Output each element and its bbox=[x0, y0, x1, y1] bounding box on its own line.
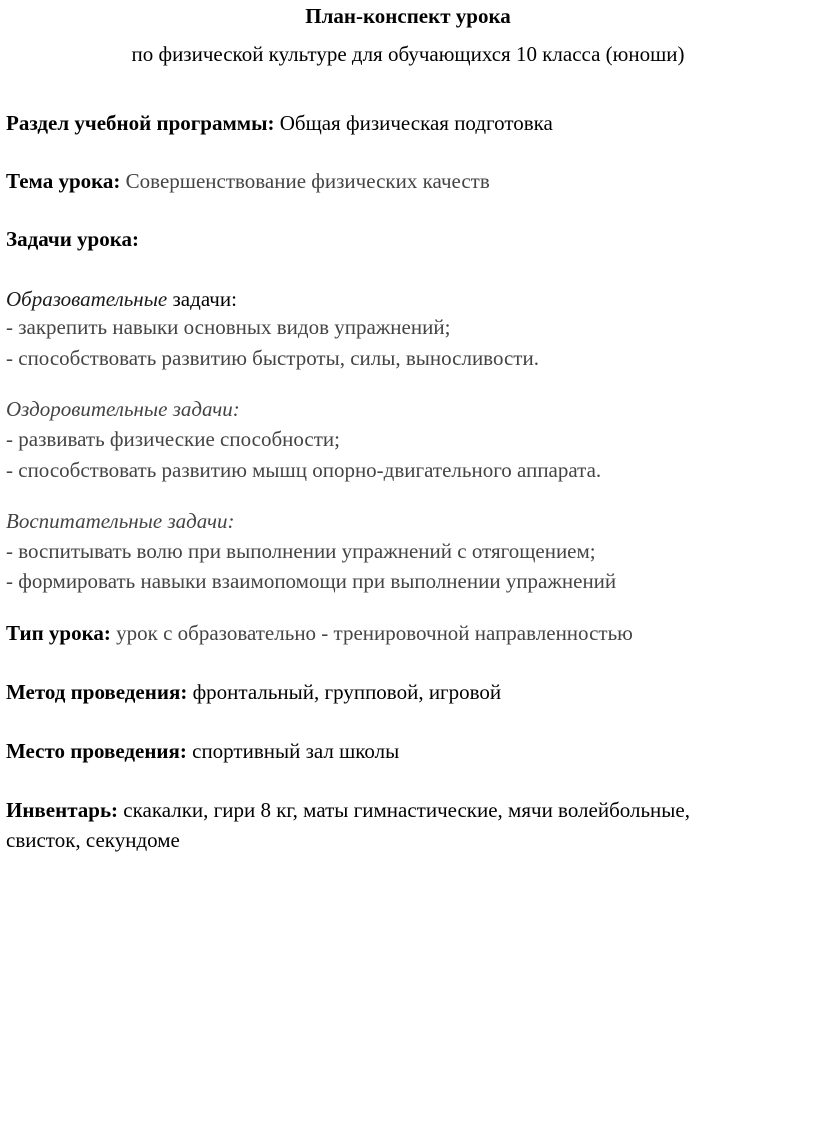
upbringing-item: - воспитывать волю при выполнении упражнений с отягощением; bbox=[6, 539, 596, 563]
topic-value: Совершенствование физических качеств bbox=[120, 169, 490, 193]
place-value: спортивный зал школы bbox=[186, 739, 400, 763]
tasks-heading: Задачи урока: bbox=[6, 227, 140, 251]
educational-item: - закрепить навыки основных видов упражнений; bbox=[6, 315, 451, 339]
educational-heading bbox=[6, 289, 237, 310]
health-heading: Оздоровительные задачи: bbox=[6, 397, 240, 421]
topic-label: Тема урока: bbox=[6, 169, 121, 193]
inventory-label: Инвентарь: bbox=[6, 798, 119, 822]
section-label: Раздел учебной программы: bbox=[6, 111, 275, 135]
page-title: План-конспект урока bbox=[305, 4, 511, 28]
topic-line bbox=[6, 171, 490, 192]
inventory-line-continued: свисток, секундоме bbox=[6, 828, 180, 852]
section-line bbox=[6, 113, 553, 134]
place-line bbox=[6, 741, 399, 762]
educational-heading-italic: Образовательные bbox=[6, 287, 168, 311]
lesson-type-line bbox=[6, 623, 633, 644]
method-value: фронтальный, групповой, игровой bbox=[187, 680, 502, 704]
educational-item: - способствовать развитию быстроты, силы, выносливости. bbox=[6, 346, 539, 370]
inventory-value: скакалки, гири 8 кг, маты гимнастические, мячи волейбольные, bbox=[118, 798, 690, 822]
upbringing-heading: Воспитательные задачи: bbox=[6, 509, 235, 533]
inventory-line bbox=[6, 800, 690, 821]
upbringing-item: - формировать навыки взаимопомощи при выполнении упражнений bbox=[6, 569, 617, 593]
educational-heading-rest: задачи: bbox=[167, 287, 237, 311]
page-subtitle: по физической культуре для обучающихся 10 класса (юноши) bbox=[131, 42, 685, 66]
lesson-type-label: Тип урока: bbox=[6, 621, 111, 645]
section-value: Общая физическая подготовка bbox=[274, 111, 553, 135]
method-line bbox=[6, 682, 501, 703]
lesson-type-value: урок с образовательно - тренировочной направленностью bbox=[110, 621, 633, 645]
place-label: Место проведения: bbox=[6, 739, 187, 763]
method-label: Метод проведения: bbox=[6, 680, 188, 704]
health-item: - способствовать развитию мышц опорно-двигательного аппарата. bbox=[6, 458, 602, 482]
health-item: - развивать физические способности; bbox=[6, 427, 340, 451]
